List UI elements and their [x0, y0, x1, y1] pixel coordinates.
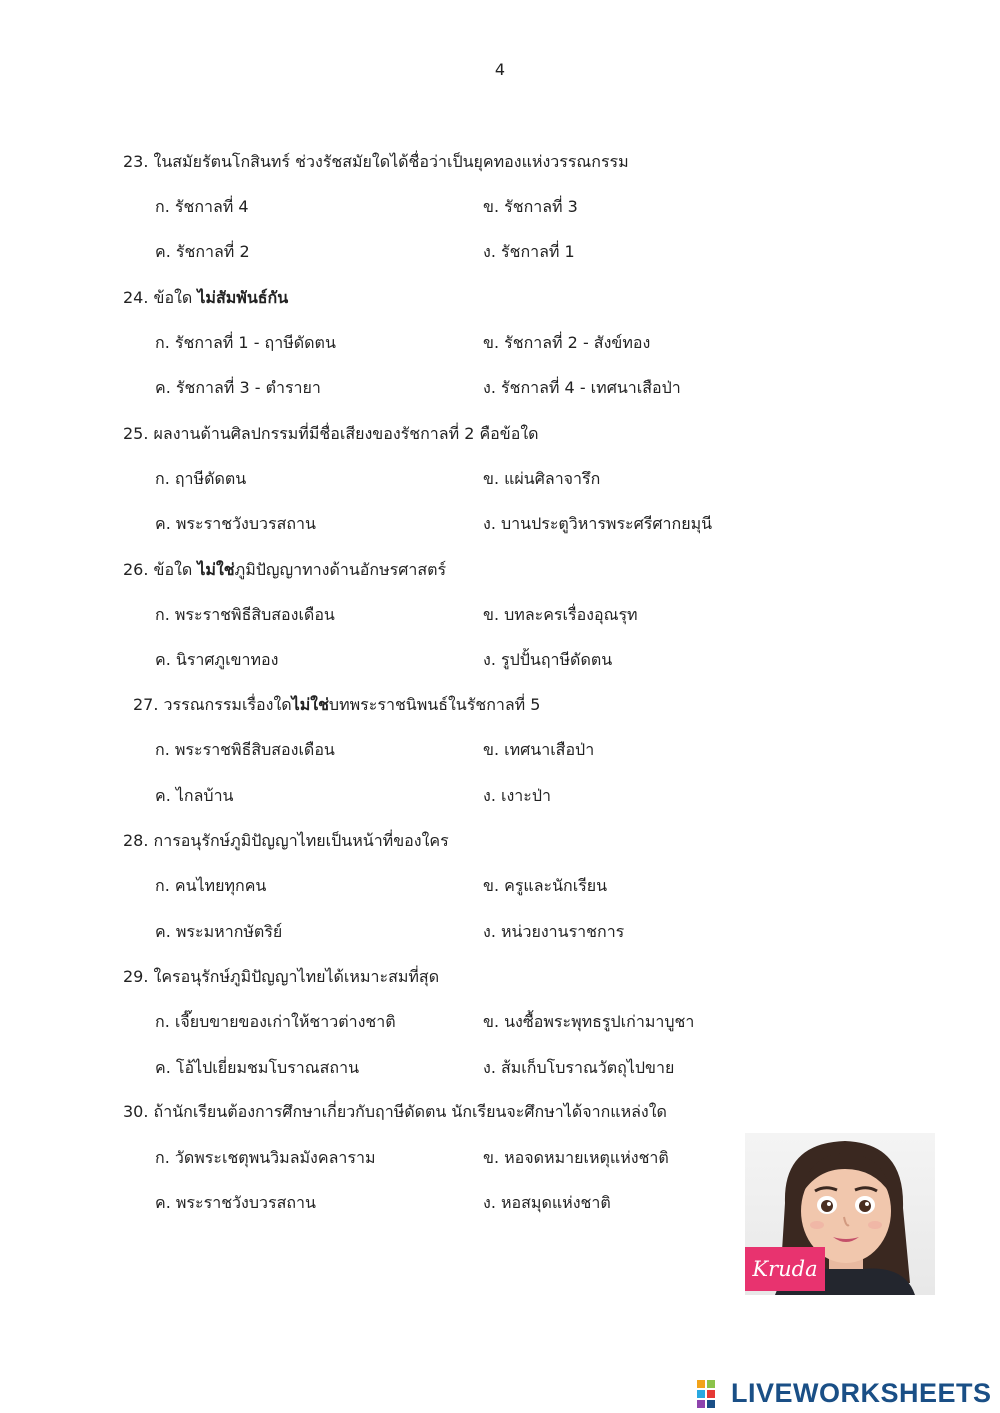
choice-29-c[interactable]: ค. โอ้ไปเยี่ยมชมโบราณสถาน: [155, 1058, 359, 1077]
choice-29-d[interactable]: ง. ส้มเก็บโบราณวัตถุไปขาย: [483, 1058, 675, 1077]
choice-30-a[interactable]: ก. วัดพระเชตุพนวิมลมังคลาราม: [155, 1148, 376, 1167]
question-text: ในสมัยรัตนโกสินทร์ ช่วงรัชสมัยใดได้ชื่อว่าเป็นยุคทองแห่งวรรณกรรม: [153, 152, 629, 171]
question-28: [123, 829, 449, 854]
choice-30-c[interactable]: ค. พระราชวังบวรสถาน: [155, 1193, 316, 1212]
choice-25-d[interactable]: ง. บานประตูวิหารพระศรีศากยมุนี: [483, 514, 713, 533]
choice-26-d[interactable]: ง. รูปปั้นฤาษีดัดตน: [483, 650, 613, 669]
question-text-rest: ภูมิปัญญาทางด้านอักษรศาสตร์: [234, 560, 447, 579]
choice-24-c[interactable]: ค. รัชกาลที่ 3 - ตำรายา: [155, 378, 321, 397]
question-text: การอนุรักษ์ภูมิปัญญาไทยเป็นหน้าที่ของใคร: [153, 831, 449, 850]
choice-27-c[interactable]: ค. ไกลบ้าน: [155, 786, 234, 805]
question-text: ผลงานด้านศิลปกรรมที่มีชื่อเสียงของรัชกาลที่ 2 คือข้อใด: [153, 424, 539, 443]
choice-27-b[interactable]: ข. เทศนาเสือป่า: [483, 740, 595, 759]
question-text: ข้อใด: [153, 288, 198, 307]
choice-25-a[interactable]: ก. ฤาษีดัดตน: [155, 469, 247, 488]
choice-26-b[interactable]: ข. บทละครเรื่องอุณรุท: [483, 605, 638, 624]
teacher-avatar-image: [745, 1133, 935, 1295]
choice-23-b[interactable]: ข. รัชกาลที่ 3: [483, 197, 578, 216]
question-text: ถ้านักเรียนต้องการศึกษาเกี่ยวกับฤาษีดัดตน นักเรียนจะศึกษาได้จากแหล่งใด: [153, 1102, 667, 1121]
choice-23-a[interactable]: ก. รัชกาลที่ 4: [155, 197, 249, 216]
question-number: 24.: [123, 288, 154, 307]
question-number: 27.: [133, 695, 164, 714]
question-number: 28.: [123, 831, 154, 850]
choice-29-b[interactable]: ข. นงซื้อพระพุทธรูปเก่ามาบูชา: [483, 1012, 695, 1031]
kruda-label: Kruda: [745, 1247, 825, 1291]
question-text-rest: บทพระราชนิพนธ์ในรัชกาลที่ 5: [328, 695, 541, 714]
question-24: [123, 286, 288, 311]
choice-24-b[interactable]: ข. รัชกาลที่ 2 - สังข์ทอง: [483, 333, 651, 352]
question-number: 25.: [123, 424, 154, 443]
choice-28-b[interactable]: ข. ครูและนักเรียน: [483, 876, 608, 895]
question-number: 30.: [123, 1102, 154, 1121]
question-text: วรรณกรรมเรื่องใด: [163, 695, 292, 714]
question-emphasis: ไม่ใช่: [291, 695, 329, 714]
question-23: [123, 150, 629, 175]
choice-27-d[interactable]: ง. เงาะป่า: [483, 786, 551, 805]
choice-28-a[interactable]: ก. คนไทยทุกคน: [155, 876, 267, 895]
page-number: 4: [494, 60, 506, 79]
question-27: [133, 693, 540, 718]
liveworksheets-logo: [695, 1376, 995, 1410]
question-25: [123, 422, 539, 447]
choice-30-b[interactable]: ข. หอจดหมายเหตุแห่งชาติ: [483, 1148, 669, 1167]
question-text: ข้อใด: [153, 560, 198, 579]
choice-24-d[interactable]: ง. รัชกาลที่ 4 - เทศนาเสือป่า: [483, 378, 681, 397]
question-number: 29.: [123, 967, 154, 986]
question-30: [123, 1100, 667, 1125]
choice-23-d[interactable]: ง. รัชกาลที่ 1: [483, 242, 575, 261]
question-29: [123, 965, 439, 990]
question-text: ใครอนุรักษ์ภูมิปัญญาไทยได้เหมาะสมที่สุด: [153, 967, 440, 986]
choice-25-b[interactable]: ข. แผ่นศิลาจารึก: [483, 469, 601, 488]
question-number: 26.: [123, 560, 154, 579]
choice-30-d[interactable]: ง. หอสมุดแห่งชาติ: [483, 1193, 611, 1212]
question-number: 23.: [123, 152, 154, 171]
choice-29-a[interactable]: ก. เจี๊ยบขายของเก่าให้ชาวต่างชาติ: [155, 1012, 396, 1031]
question-emphasis: ไม่สัมพันธ์กัน: [197, 288, 289, 307]
choice-28-c[interactable]: ค. พระมหากษัตริย์: [155, 922, 283, 941]
choice-27-a[interactable]: ก. พระราชพิธีสิบสองเดือน: [155, 740, 335, 759]
choice-23-c[interactable]: ค. รัชกาลที่ 2: [155, 242, 250, 261]
liveworksheets-wordmark: LIVEWORKSHEETS: [731, 1378, 992, 1408]
choice-26-c[interactable]: ค. นิราศภูเขาทอง: [155, 650, 279, 669]
liveworksheets-logo-icon: [695, 1378, 727, 1410]
choice-26-a[interactable]: ก. พระราชพิธีสิบสองเดือน: [155, 605, 335, 624]
choice-28-d[interactable]: ง. หน่วยงานราชการ: [483, 922, 625, 941]
choice-24-a[interactable]: ก. รัชกาลที่ 1 - ฤาษีดัดตน: [155, 333, 336, 352]
question-emphasis: ไม่ใช่: [197, 560, 235, 579]
question-26: [123, 558, 446, 583]
choice-25-c[interactable]: ค. พระราชวังบวรสถาน: [155, 514, 316, 533]
